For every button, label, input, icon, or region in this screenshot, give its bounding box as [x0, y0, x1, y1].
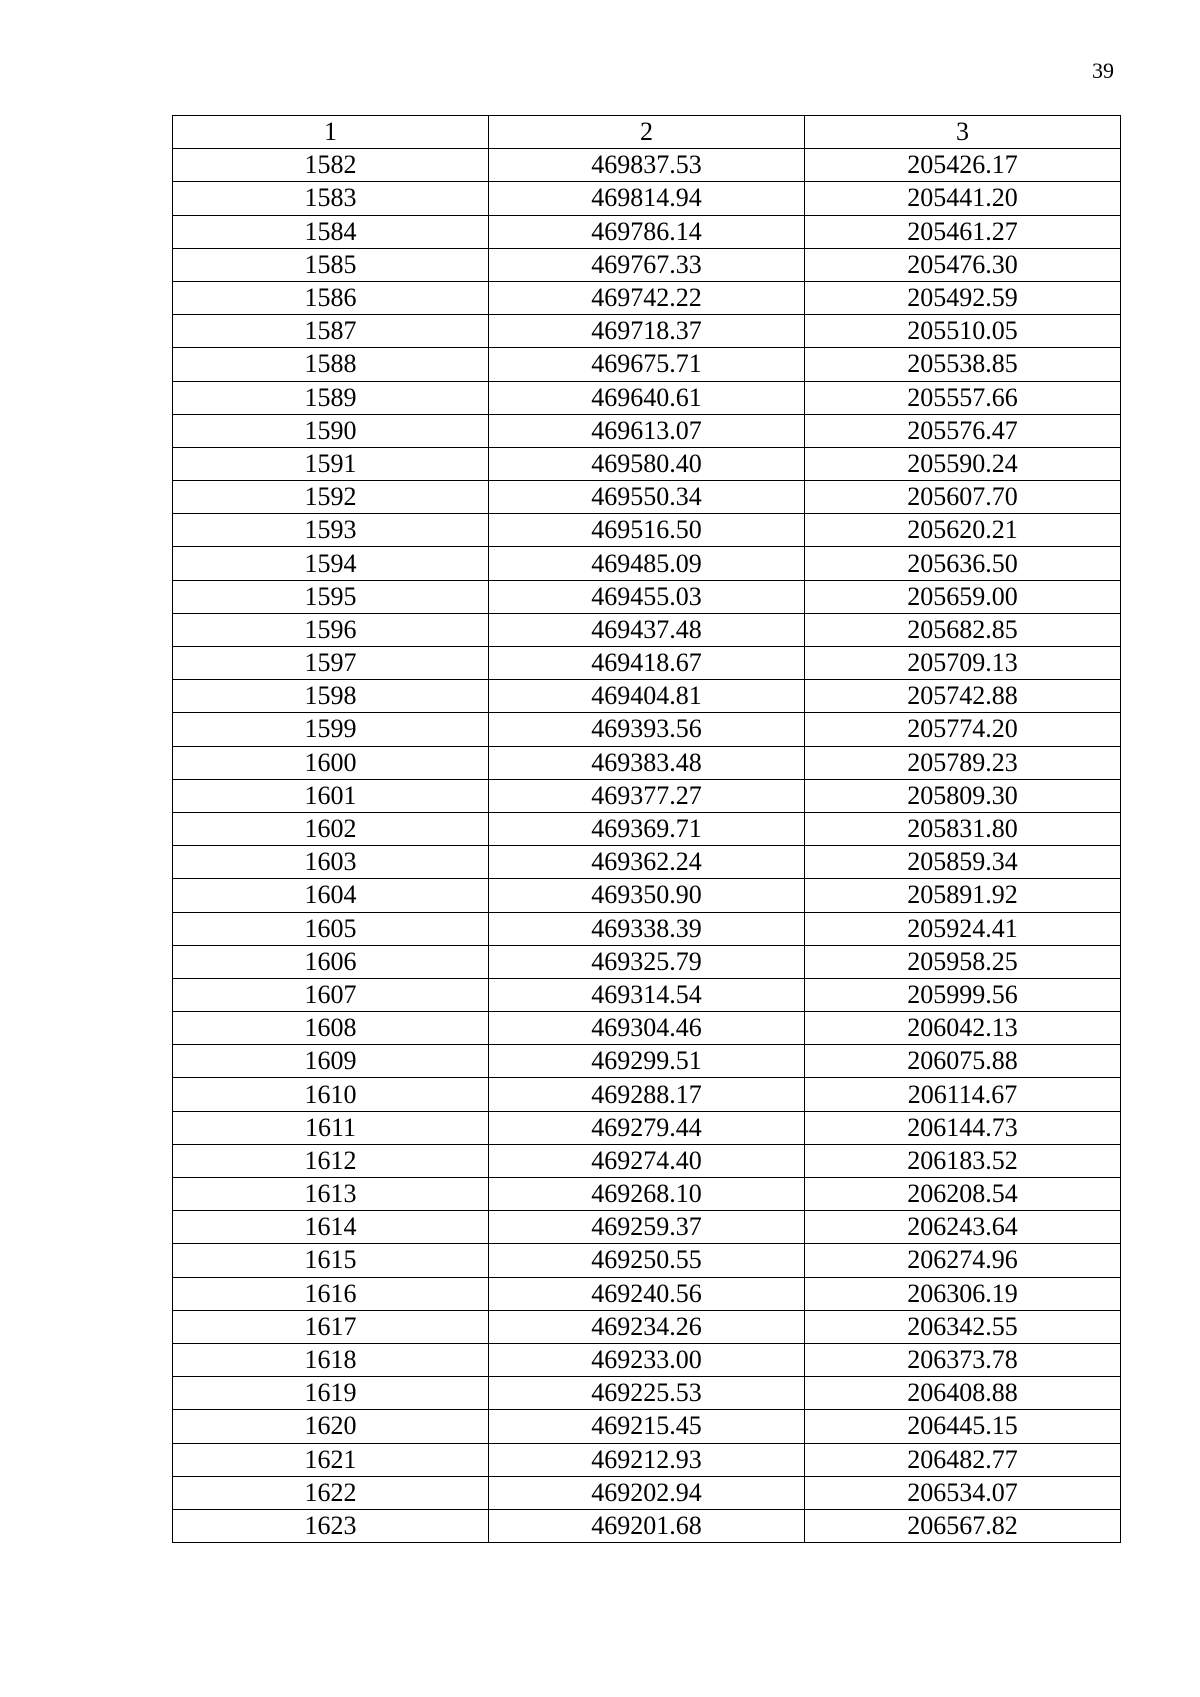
table-cell-col-3: 206534.07: [805, 1476, 1121, 1509]
table-cell-col-1: 1584: [173, 215, 489, 248]
table-cell-col-2: 469613.07: [489, 414, 805, 447]
table-row: [173, 613, 1121, 646]
table-row: [173, 381, 1121, 414]
table-cell-col-1: 1621: [173, 1443, 489, 1476]
header-row: [173, 116, 1121, 149]
table-body: [173, 149, 1121, 1543]
table-cell-col-2: 469516.50: [489, 514, 805, 547]
column-header-3: 3: [805, 116, 1121, 149]
table-row: [173, 348, 1121, 381]
table-cell-col-3: 205607.70: [805, 481, 1121, 514]
table-cell-col-1: 1608: [173, 1012, 489, 1045]
table-cell-col-3: 205557.66: [805, 381, 1121, 414]
table-cell-col-1: 1609: [173, 1045, 489, 1078]
table-row: [173, 447, 1121, 480]
table-cell-col-2: 469383.48: [489, 746, 805, 779]
table-cell-col-2: 469325.79: [489, 945, 805, 978]
table-cell-col-1: 1606: [173, 945, 489, 978]
table-cell-col-3: 205659.00: [805, 580, 1121, 613]
table-cell-col-3: 205441.20: [805, 182, 1121, 215]
table-cell-col-1: 1597: [173, 647, 489, 680]
table-cell-col-3: 205576.47: [805, 414, 1121, 447]
page-number: 39: [1092, 58, 1114, 83]
table-cell-col-3: 206342.55: [805, 1310, 1121, 1343]
table-cell-col-3: 206075.88: [805, 1045, 1121, 1078]
table-cell-col-1: 1618: [173, 1343, 489, 1376]
table-cell-col-3: 206567.82: [805, 1509, 1121, 1542]
table-cell-col-1: 1595: [173, 580, 489, 613]
table-row: [173, 580, 1121, 613]
table-cell-col-2: 469437.48: [489, 613, 805, 646]
table-cell-col-1: 1582: [173, 149, 489, 182]
table-cell-col-2: 469215.45: [489, 1410, 805, 1443]
table-row: [173, 182, 1121, 215]
table-cell-col-1: 1620: [173, 1410, 489, 1443]
table-row: [173, 1244, 1121, 1277]
table-row: [173, 713, 1121, 746]
table-row: [173, 1178, 1121, 1211]
table-cell-col-2: 469837.53: [489, 149, 805, 182]
coordinates-table: [172, 115, 1121, 1543]
table-cell-col-1: 1590: [173, 414, 489, 447]
table-row: [173, 281, 1121, 314]
table-row: [173, 779, 1121, 812]
table-cell-col-3: 205859.34: [805, 846, 1121, 879]
table-cell-col-2: 469369.71: [489, 812, 805, 845]
table-cell-col-3: 206042.13: [805, 1012, 1121, 1045]
table-row: [173, 1343, 1121, 1376]
table-cell-col-1: 1611: [173, 1111, 489, 1144]
table-cell-col-2: 469404.81: [489, 680, 805, 713]
table-cell-col-2: 469304.46: [489, 1012, 805, 1045]
table-row: [173, 414, 1121, 447]
table-cell-col-2: 469299.51: [489, 1045, 805, 1078]
table-row: [173, 978, 1121, 1011]
table-cell-col-3: 205492.59: [805, 281, 1121, 314]
table-cell-col-1: 1587: [173, 315, 489, 348]
table-cell-col-2: 469362.24: [489, 846, 805, 879]
table-cell-col-1: 1585: [173, 248, 489, 281]
table-cell-col-3: 206114.67: [805, 1078, 1121, 1111]
table-row: [173, 846, 1121, 879]
table-cell-col-2: 469314.54: [489, 978, 805, 1011]
table-row: [173, 1410, 1121, 1443]
table-row: [173, 1111, 1121, 1144]
table-row: [173, 547, 1121, 580]
table-cell-col-1: 1617: [173, 1310, 489, 1343]
table-cell-col-3: 205809.30: [805, 779, 1121, 812]
table-row: [173, 912, 1121, 945]
table-cell-col-3: 205590.24: [805, 447, 1121, 480]
table-cell-col-2: 469393.56: [489, 713, 805, 746]
table-cell-col-3: 205620.21: [805, 514, 1121, 547]
table-cell-col-1: 1622: [173, 1476, 489, 1509]
table-cell-col-1: 1605: [173, 912, 489, 945]
table-cell-col-1: 1615: [173, 1244, 489, 1277]
table-cell-col-2: 469240.56: [489, 1277, 805, 1310]
table-cell-col-1: 1610: [173, 1078, 489, 1111]
table-row: [173, 248, 1121, 281]
table-cell-col-3: 205476.30: [805, 248, 1121, 281]
table-row: [173, 1277, 1121, 1310]
table-cell-col-2: 469718.37: [489, 315, 805, 348]
table-cell-col-1: 1594: [173, 547, 489, 580]
table-cell-col-3: 205461.27: [805, 215, 1121, 248]
table-row: [173, 215, 1121, 248]
table-cell-col-1: 1598: [173, 680, 489, 713]
table-cell-col-3: 206144.73: [805, 1111, 1121, 1144]
table-cell-col-3: 205636.50: [805, 547, 1121, 580]
table-cell-col-1: 1599: [173, 713, 489, 746]
table-cell-col-3: 205924.41: [805, 912, 1121, 945]
table-cell-col-2: 469274.40: [489, 1144, 805, 1177]
table-row: [173, 1045, 1121, 1078]
table-cell-col-2: 469786.14: [489, 215, 805, 248]
table-cell-col-2: 469212.93: [489, 1443, 805, 1476]
column-header-2: 2: [489, 116, 805, 149]
table-cell-col-2: 469550.34: [489, 481, 805, 514]
table-cell-col-3: 205709.13: [805, 647, 1121, 680]
table-cell-col-3: 205742.88: [805, 680, 1121, 713]
table-cell-col-2: 469225.53: [489, 1377, 805, 1410]
table-cell-col-1: 1614: [173, 1211, 489, 1244]
table-cell-col-1: 1603: [173, 846, 489, 879]
table-cell-col-3: 205999.56: [805, 978, 1121, 1011]
table-row: [173, 481, 1121, 514]
table-cell-col-3: 206482.77: [805, 1443, 1121, 1476]
table-cell-col-2: 469350.90: [489, 879, 805, 912]
table-cell-col-2: 469742.22: [489, 281, 805, 314]
table-cell-col-1: 1613: [173, 1178, 489, 1211]
table-cell-col-1: 1616: [173, 1277, 489, 1310]
table-cell-col-2: 469202.94: [489, 1476, 805, 1509]
table-cell-col-2: 469250.55: [489, 1244, 805, 1277]
table-cell-col-3: 205774.20: [805, 713, 1121, 746]
table-row: [173, 1012, 1121, 1045]
table-cell-col-1: 1612: [173, 1144, 489, 1177]
table-cell-col-1: 1601: [173, 779, 489, 812]
table-cell-col-1: 1591: [173, 447, 489, 480]
table-cell-col-3: 205891.92: [805, 879, 1121, 912]
table-cell-col-2: 469640.61: [489, 381, 805, 414]
table-cell-col-3: 206373.78: [805, 1343, 1121, 1376]
table-row: [173, 149, 1121, 182]
table-row: [173, 315, 1121, 348]
table-cell-col-3: 205426.17: [805, 149, 1121, 182]
table-row: [173, 945, 1121, 978]
table-row: [173, 1144, 1121, 1177]
table-cell-col-2: 469288.17: [489, 1078, 805, 1111]
table-row: [173, 1078, 1121, 1111]
table-cell-col-3: 206183.52: [805, 1144, 1121, 1177]
table-cell-col-1: 1604: [173, 879, 489, 912]
table-row: [173, 1476, 1121, 1509]
table-row: [173, 746, 1121, 779]
table-cell-col-3: 205958.25: [805, 945, 1121, 978]
table-row: [173, 1211, 1121, 1244]
table-cell-col-3: 206306.19: [805, 1277, 1121, 1310]
table-cell-col-1: 1592: [173, 481, 489, 514]
table-cell-col-2: 469338.39: [489, 912, 805, 945]
table-cell-col-3: 205831.80: [805, 812, 1121, 845]
table-cell-col-2: 469418.67: [489, 647, 805, 680]
table-cell-col-3: 206208.54: [805, 1178, 1121, 1211]
table-cell-col-1: 1596: [173, 613, 489, 646]
table-cell-col-1: 1600: [173, 746, 489, 779]
table-cell-col-1: 1623: [173, 1509, 489, 1542]
table-cell-col-2: 469201.68: [489, 1509, 805, 1542]
table-cell-col-2: 469377.27: [489, 779, 805, 812]
table-cell-col-2: 469580.40: [489, 447, 805, 480]
table-row: [173, 1443, 1121, 1476]
table-cell-col-3: 205789.23: [805, 746, 1121, 779]
table-row: [173, 879, 1121, 912]
table-cell-col-2: 469259.37: [489, 1211, 805, 1244]
table-cell-col-1: 1589: [173, 381, 489, 414]
table-cell-col-1: 1607: [173, 978, 489, 1011]
table-cell-col-3: 206274.96: [805, 1244, 1121, 1277]
table-row: [173, 1377, 1121, 1410]
table-row: [173, 647, 1121, 680]
table-cell-col-2: 469814.94: [489, 182, 805, 215]
table-cell-col-2: 469234.26: [489, 1310, 805, 1343]
table-cell-col-1: 1583: [173, 182, 489, 215]
table-row: [173, 1509, 1121, 1542]
table-cell-col-2: 469233.00: [489, 1343, 805, 1376]
table-cell-col-3: 206408.88: [805, 1377, 1121, 1410]
table-cell-col-2: 469268.10: [489, 1178, 805, 1211]
table-row: [173, 812, 1121, 845]
table-row: [173, 1310, 1121, 1343]
column-header-1: 1: [173, 116, 489, 149]
table-cell-col-3: 205538.85: [805, 348, 1121, 381]
table-row: [173, 680, 1121, 713]
table-cell-col-3: 206445.15: [805, 1410, 1121, 1443]
table-cell-col-1: 1588: [173, 348, 489, 381]
table-row: [173, 514, 1121, 547]
table-cell-col-3: 205510.05: [805, 315, 1121, 348]
table-cell-col-3: 205682.85: [805, 613, 1121, 646]
table-cell-col-3: 206243.64: [805, 1211, 1121, 1244]
table-cell-col-1: 1593: [173, 514, 489, 547]
table-cell-col-2: 469455.03: [489, 580, 805, 613]
table-header: [173, 116, 1121, 149]
table-cell-col-2: 469485.09: [489, 547, 805, 580]
table-cell-col-2: 469675.71: [489, 348, 805, 381]
table-cell-col-2: 469767.33: [489, 248, 805, 281]
table-cell-col-1: 1602: [173, 812, 489, 845]
table-cell-col-1: 1619: [173, 1377, 489, 1410]
table-cell-col-1: 1586: [173, 281, 489, 314]
table-cell-col-2: 469279.44: [489, 1111, 805, 1144]
